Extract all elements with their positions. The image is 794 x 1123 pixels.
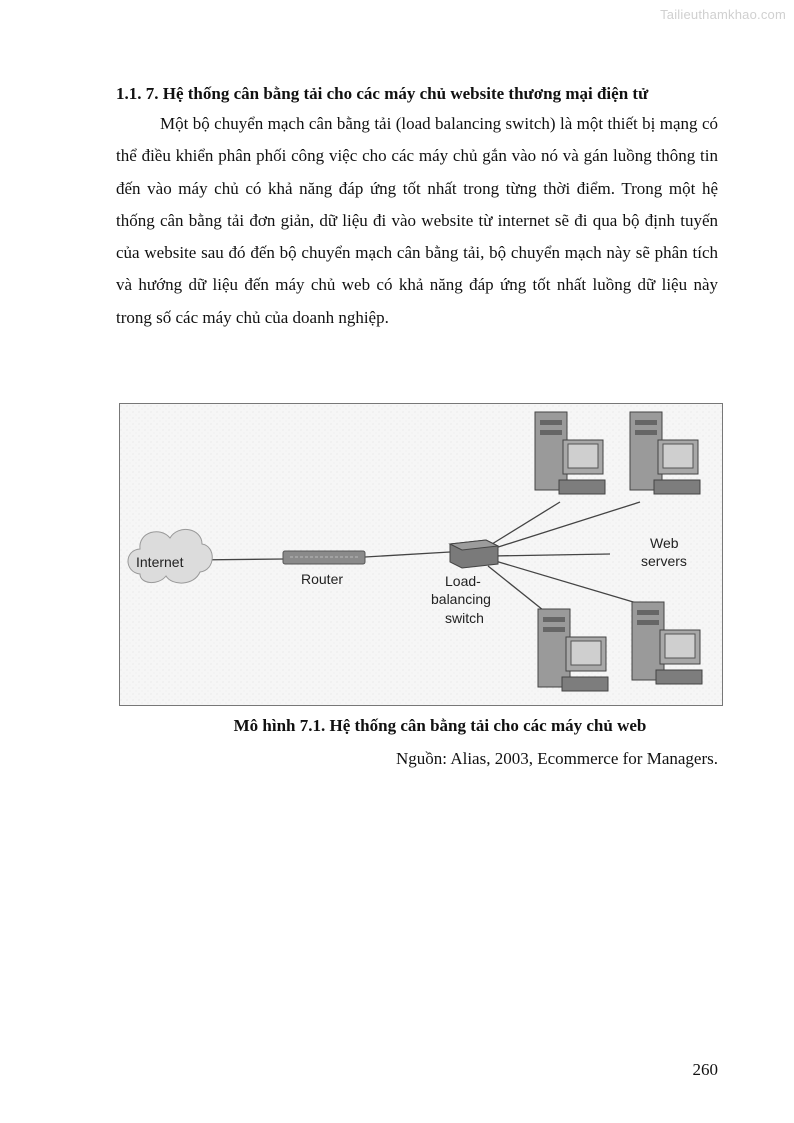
body-paragraph: Một bộ chuyển mạch cân bằng tải (load balancing switch) là một thiết bị mạng có thể điều khiển phân phối công việc cho các máy chủ gắn vào nó và gán luồng thông tin đến vào máy chủ có khả năng đáp ứng tốt nhất trong từng thời điểm. Trong một hệ thống cân bằng tải đơn giản, dữ liệu đi vào website từ internet sẽ đi qua bộ định tuyến của website sau đó đến bộ chuyển mạch cân bằng tải, bộ chuyển mạch này sẽ phân tích và hướng dữ liệu đến máy chủ web có khả năng đáp ứng tốt nhất luồng dữ liệu này trong số các máy chủ của doanh nghiệp. [116,114,718,327]
section-heading: 1.1. 7. Hệ thống cân bằng tải cho các máy chủ website thương mại điện tử [116,84,649,103]
router-label: Router [301,571,344,587]
web-servers-label-line1: Web [650,535,679,551]
internet-label: Internet [136,554,184,570]
network-diagram [119,403,723,706]
figure-source: Nguồn: Alias, 2003, Ecommerce for Managers. [396,749,718,768]
figure-caption: Mô hình 7.1. Hệ thống cân bằng tải cho các máy chủ web [233,716,647,735]
switch-label-line2: balancing [431,591,491,607]
load-balancing-switch-icon [450,540,498,568]
watermark: Tailieuthamkhao.com [660,7,786,22]
switch-label-line1: Load- [445,573,481,589]
page-number: 260 [692,1060,718,1079]
switch-label-line3: switch [445,610,484,626]
router-icon [283,551,365,564]
web-servers-label-line2: servers [641,553,687,569]
